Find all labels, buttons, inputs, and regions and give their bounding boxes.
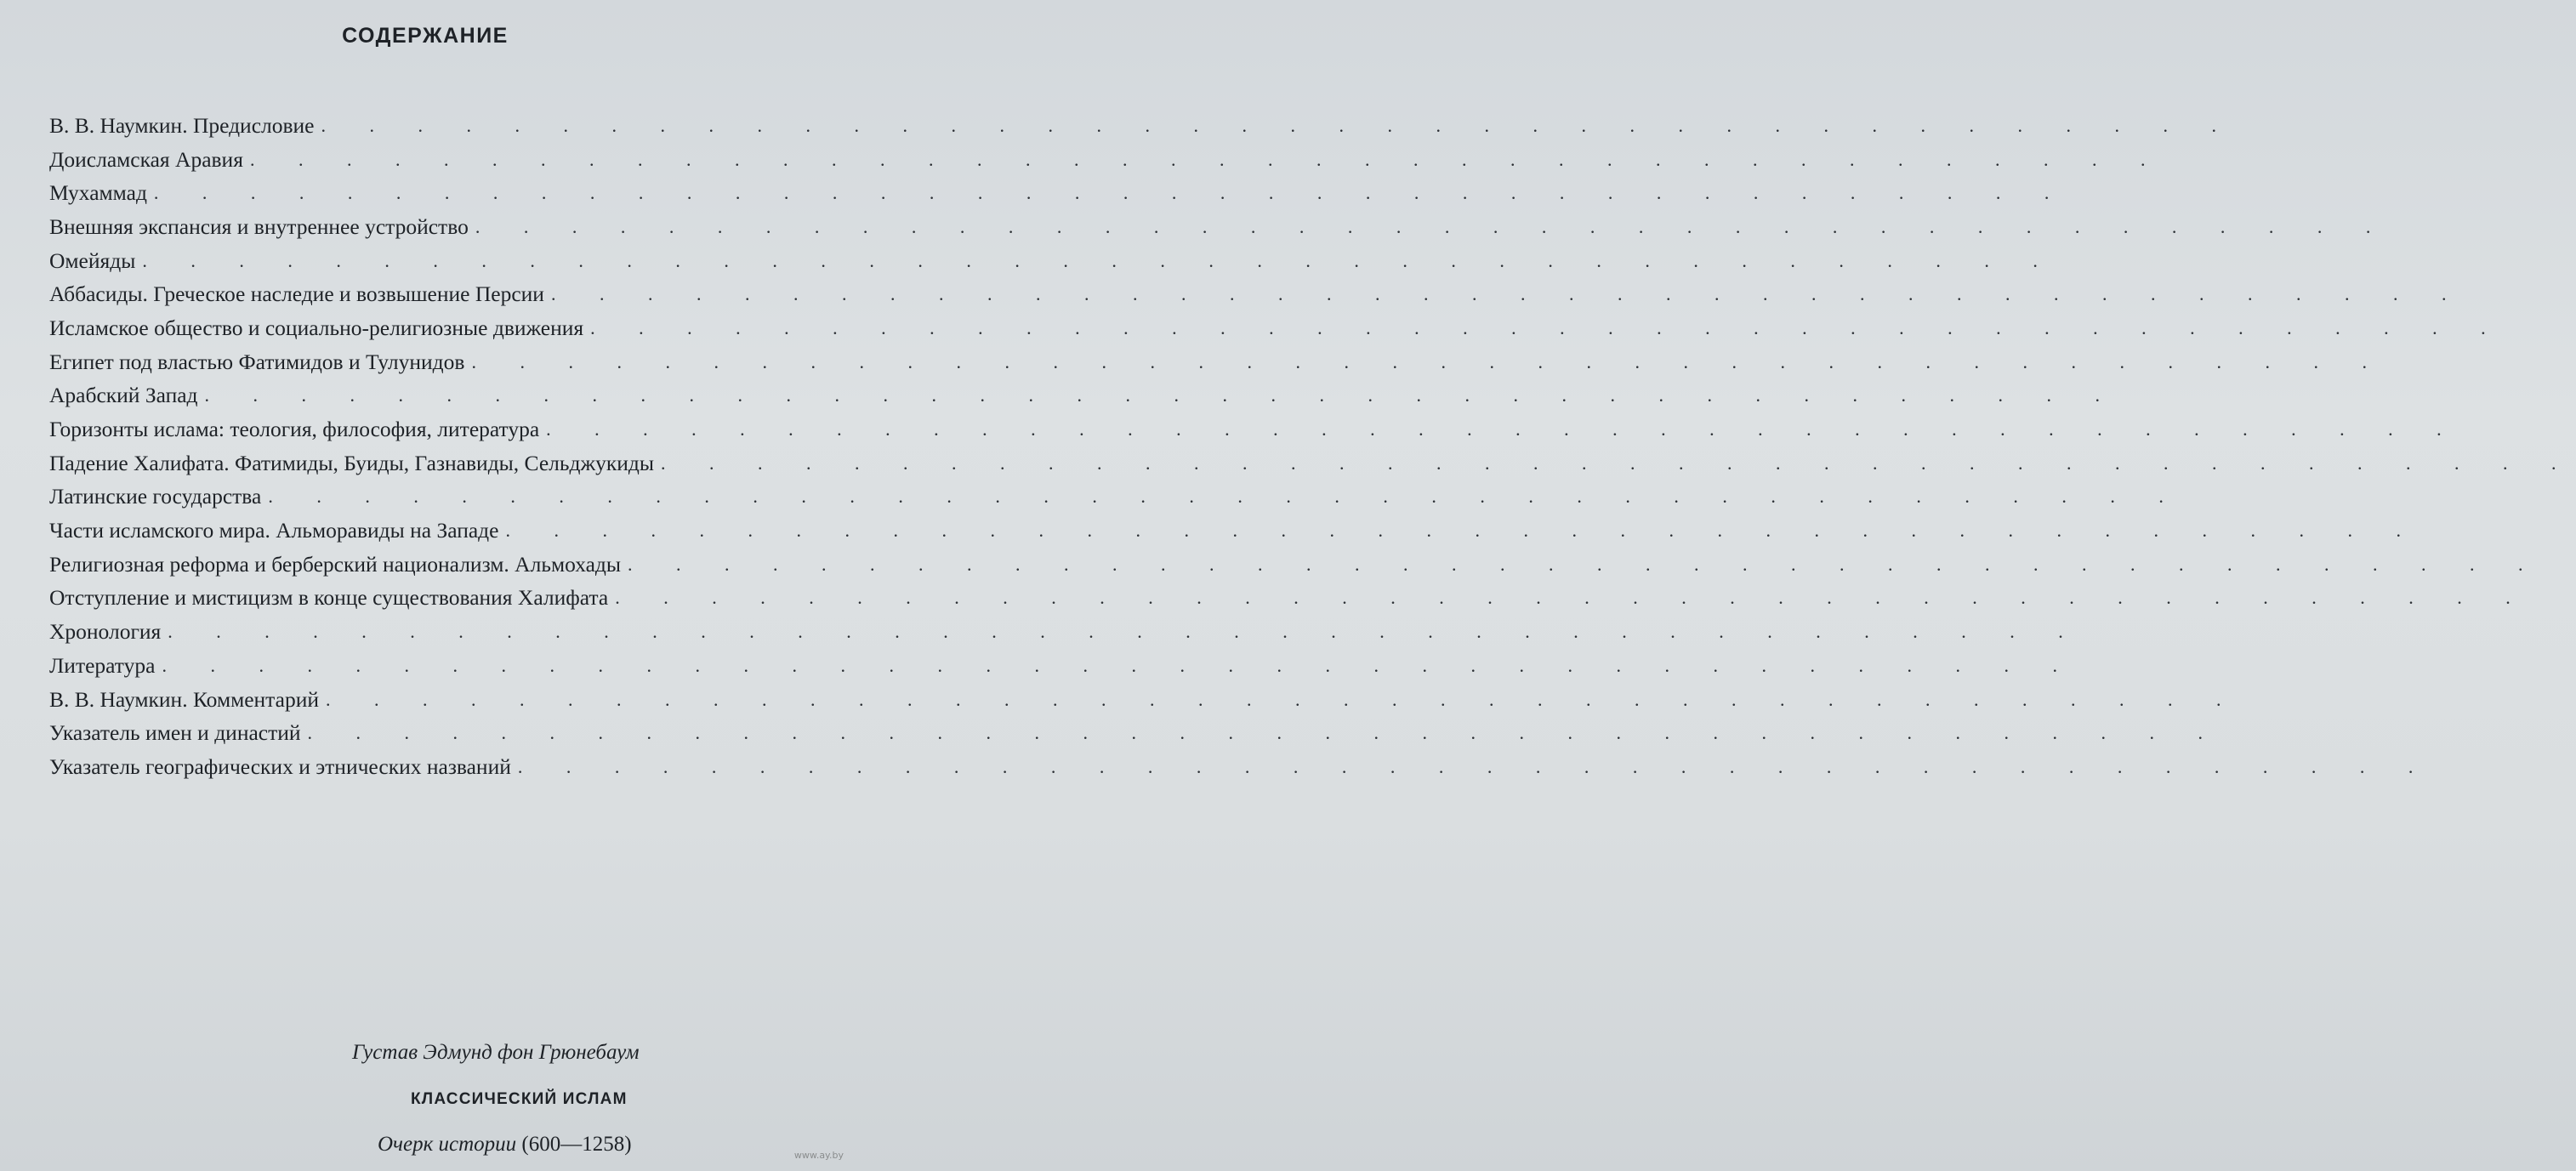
site-watermark: www.ay.by (793, 1150, 844, 1161)
dot-leader: . . . . . . . . . . . . . . . . . . . . . . . . . . . . . . . . . . . . . . . . (628, 553, 2543, 575)
toc-entry (49, 109, 2237, 143)
toc-entry-title: Литература (49, 652, 156, 678)
subtitle-years: (600—1258) (521, 1133, 632, 1156)
toc-entry-title: Омейяды (49, 247, 136, 273)
toc-entry (49, 345, 2386, 379)
dot-leader: . . . . . . . . . . . . . . . . . . . . . . . . . . . . . . . . . . . . . . . . (550, 283, 2466, 305)
toc-entry-title: Отступление и мистицизм в конце существования Халифата (49, 585, 609, 611)
toc-entry-title: Указатель имен и династий (49, 720, 301, 746)
toc-entry (49, 311, 2505, 345)
dot-leader: . . . . . . . . . . . . . . . . . . . . . . . . . . . . . . . . . . . . . . . . (168, 621, 2083, 643)
toc-entry-title: Мухаммад (49, 180, 147, 206)
toc-entry (49, 514, 2420, 548)
toc-entry (49, 582, 2530, 616)
dot-leader: . . . . . . . . . . . . . . . . . . . . . . . . . . . . . . . . . . . . . . . . (326, 688, 2241, 710)
toc-entry (49, 548, 2543, 582)
toc-entry-title: Части исламского мира. Альморавиды на Западе (49, 518, 499, 543)
toc-entry-title: Горизонты ислама: теология, философия, литература (49, 417, 540, 442)
toc-entry (49, 750, 2433, 784)
toc-entry-title: Доисламская Аравия (49, 146, 243, 172)
dot-leader: . . . . . . . . . . . . . . . . . . . . . . . . . . . . . . . . . . . . . . . . (162, 654, 2077, 676)
toc-entry-title: Указатель географических и этнических названий (49, 753, 511, 779)
toc-entry-title: В. В. Наумкин. Предисловие (49, 112, 315, 138)
dot-leader: . . . . . . . . . . . . . . . . . . . . . . . . . . . . . . . . . . . . . . . . (153, 182, 2069, 204)
toc-entry (49, 176, 2069, 210)
dot-leader: . . . . . . . . . . . . . . . . . . . . . . . . . . . . . . . . . . . . . . . . (471, 350, 2386, 372)
toc-entry-title: Религиозная реформа и берберский национализм. Альмохады (49, 551, 622, 577)
toc-entry (49, 277, 2466, 311)
toc-entry (49, 615, 2083, 649)
table-of-contents (49, 109, 2576, 784)
dot-leader: . . . . . . . . . . . . . . . . . . . . . . . . . . . . . . . . . . . . . . . . (475, 215, 2391, 237)
toc-entry-title: Исламское общество и социально-религиозные движения (49, 315, 584, 340)
toc-entry (49, 649, 2077, 683)
toc-entry (49, 480, 2183, 514)
toc-entry-title: Египет под властью Фатимидов и Тулунидов (49, 349, 465, 374)
book-subtitle (378, 1133, 632, 1157)
dot-leader: . . . . . . . . . . . . . . . . . . . . . . . . . . . . . . . . . . . . . . . . (615, 587, 2530, 609)
toc-entry (49, 412, 2461, 446)
toc-entry (49, 379, 2120, 413)
page-heading: СОДЕРЖАНИЕ (342, 24, 509, 48)
toc-entry (49, 143, 2165, 177)
toc-entry-title: Латинские государства (49, 484, 262, 509)
subtitle-text: Очерк истории (378, 1133, 517, 1156)
toc-entry (49, 244, 2057, 278)
dot-leader: . . . . . . . . . . . . . . . . . . . . . . . . . . . . . . . . . . . . . . . . (307, 722, 2223, 744)
dot-leader: . . . . . . . . . . . . . . . . . . . . . . . . . . . . . . . . . . . . . . . . (661, 452, 2576, 474)
toc-entry-title: В. В. Наумкин. Комментарий (49, 686, 319, 712)
toc-entry (49, 210, 2391, 244)
dot-leader: . . . . . . . . . . . . . . . . . . . . . . . . . . . . . . . . . . . . . . . . (268, 486, 2183, 508)
toc-entry-title: Хронология (49, 619, 162, 645)
toc-entry-title: Арабский Запад (49, 383, 198, 408)
toc-entry (49, 683, 2241, 717)
dot-leader: . . . . . . . . . . . . . . . . . . . . . . . . . . . . . . . . . . . . . . . . (321, 114, 2237, 136)
dot-leader: . . . . . . . . . . . . . . . . . . . . . . . . . . . . . . . . . . . . . . . . (204, 384, 2120, 406)
toc-entry-title: Падение Халифата. Фатимиды, Буиды, Газнавиды, Сельджукиды (49, 450, 655, 475)
dot-leader: . . . . . . . . . . . . . . . . . . . . . . . . . . . . . . . . . . . . . . . . (517, 755, 2433, 777)
toc-entry-title: Аббасиды. Греческое наследие и возвышение Персии (49, 281, 544, 307)
dot-leader: . . . . . . . . . . . . . . . . . . . . . . . . . . . . . . . . . . . . . . . . (505, 520, 2420, 542)
dot-leader: . . . . . . . . . . . . . . . . . . . . . . . . . . . . . . . . . . . . . . . . (590, 316, 2505, 338)
dot-leader: . . . . . . . . . . . . . . . . . . . . . . . . . . . . . . . . . . . . . . . . (249, 148, 2165, 170)
dot-leader: . . . . . . . . . . . . . . . . . . . . . . . . . . . . . . . . . . . . . . . . (546, 418, 2461, 441)
dot-leader: . . . . . . . . . . . . . . . . . . . . . . . . . . . . . . . . . . . . . . . . (142, 249, 2057, 271)
toc-entry (49, 446, 2576, 480)
book-title: КЛАССИЧЕСКИЙ ИСЛАМ (411, 1090, 628, 1108)
toc-entry-title: Внешняя экспансия и внутреннее устройство (49, 213, 469, 239)
toc-entry (49, 716, 2223, 750)
author-name: Густав Эдмунд фон Грюнебаум (352, 1041, 640, 1064)
